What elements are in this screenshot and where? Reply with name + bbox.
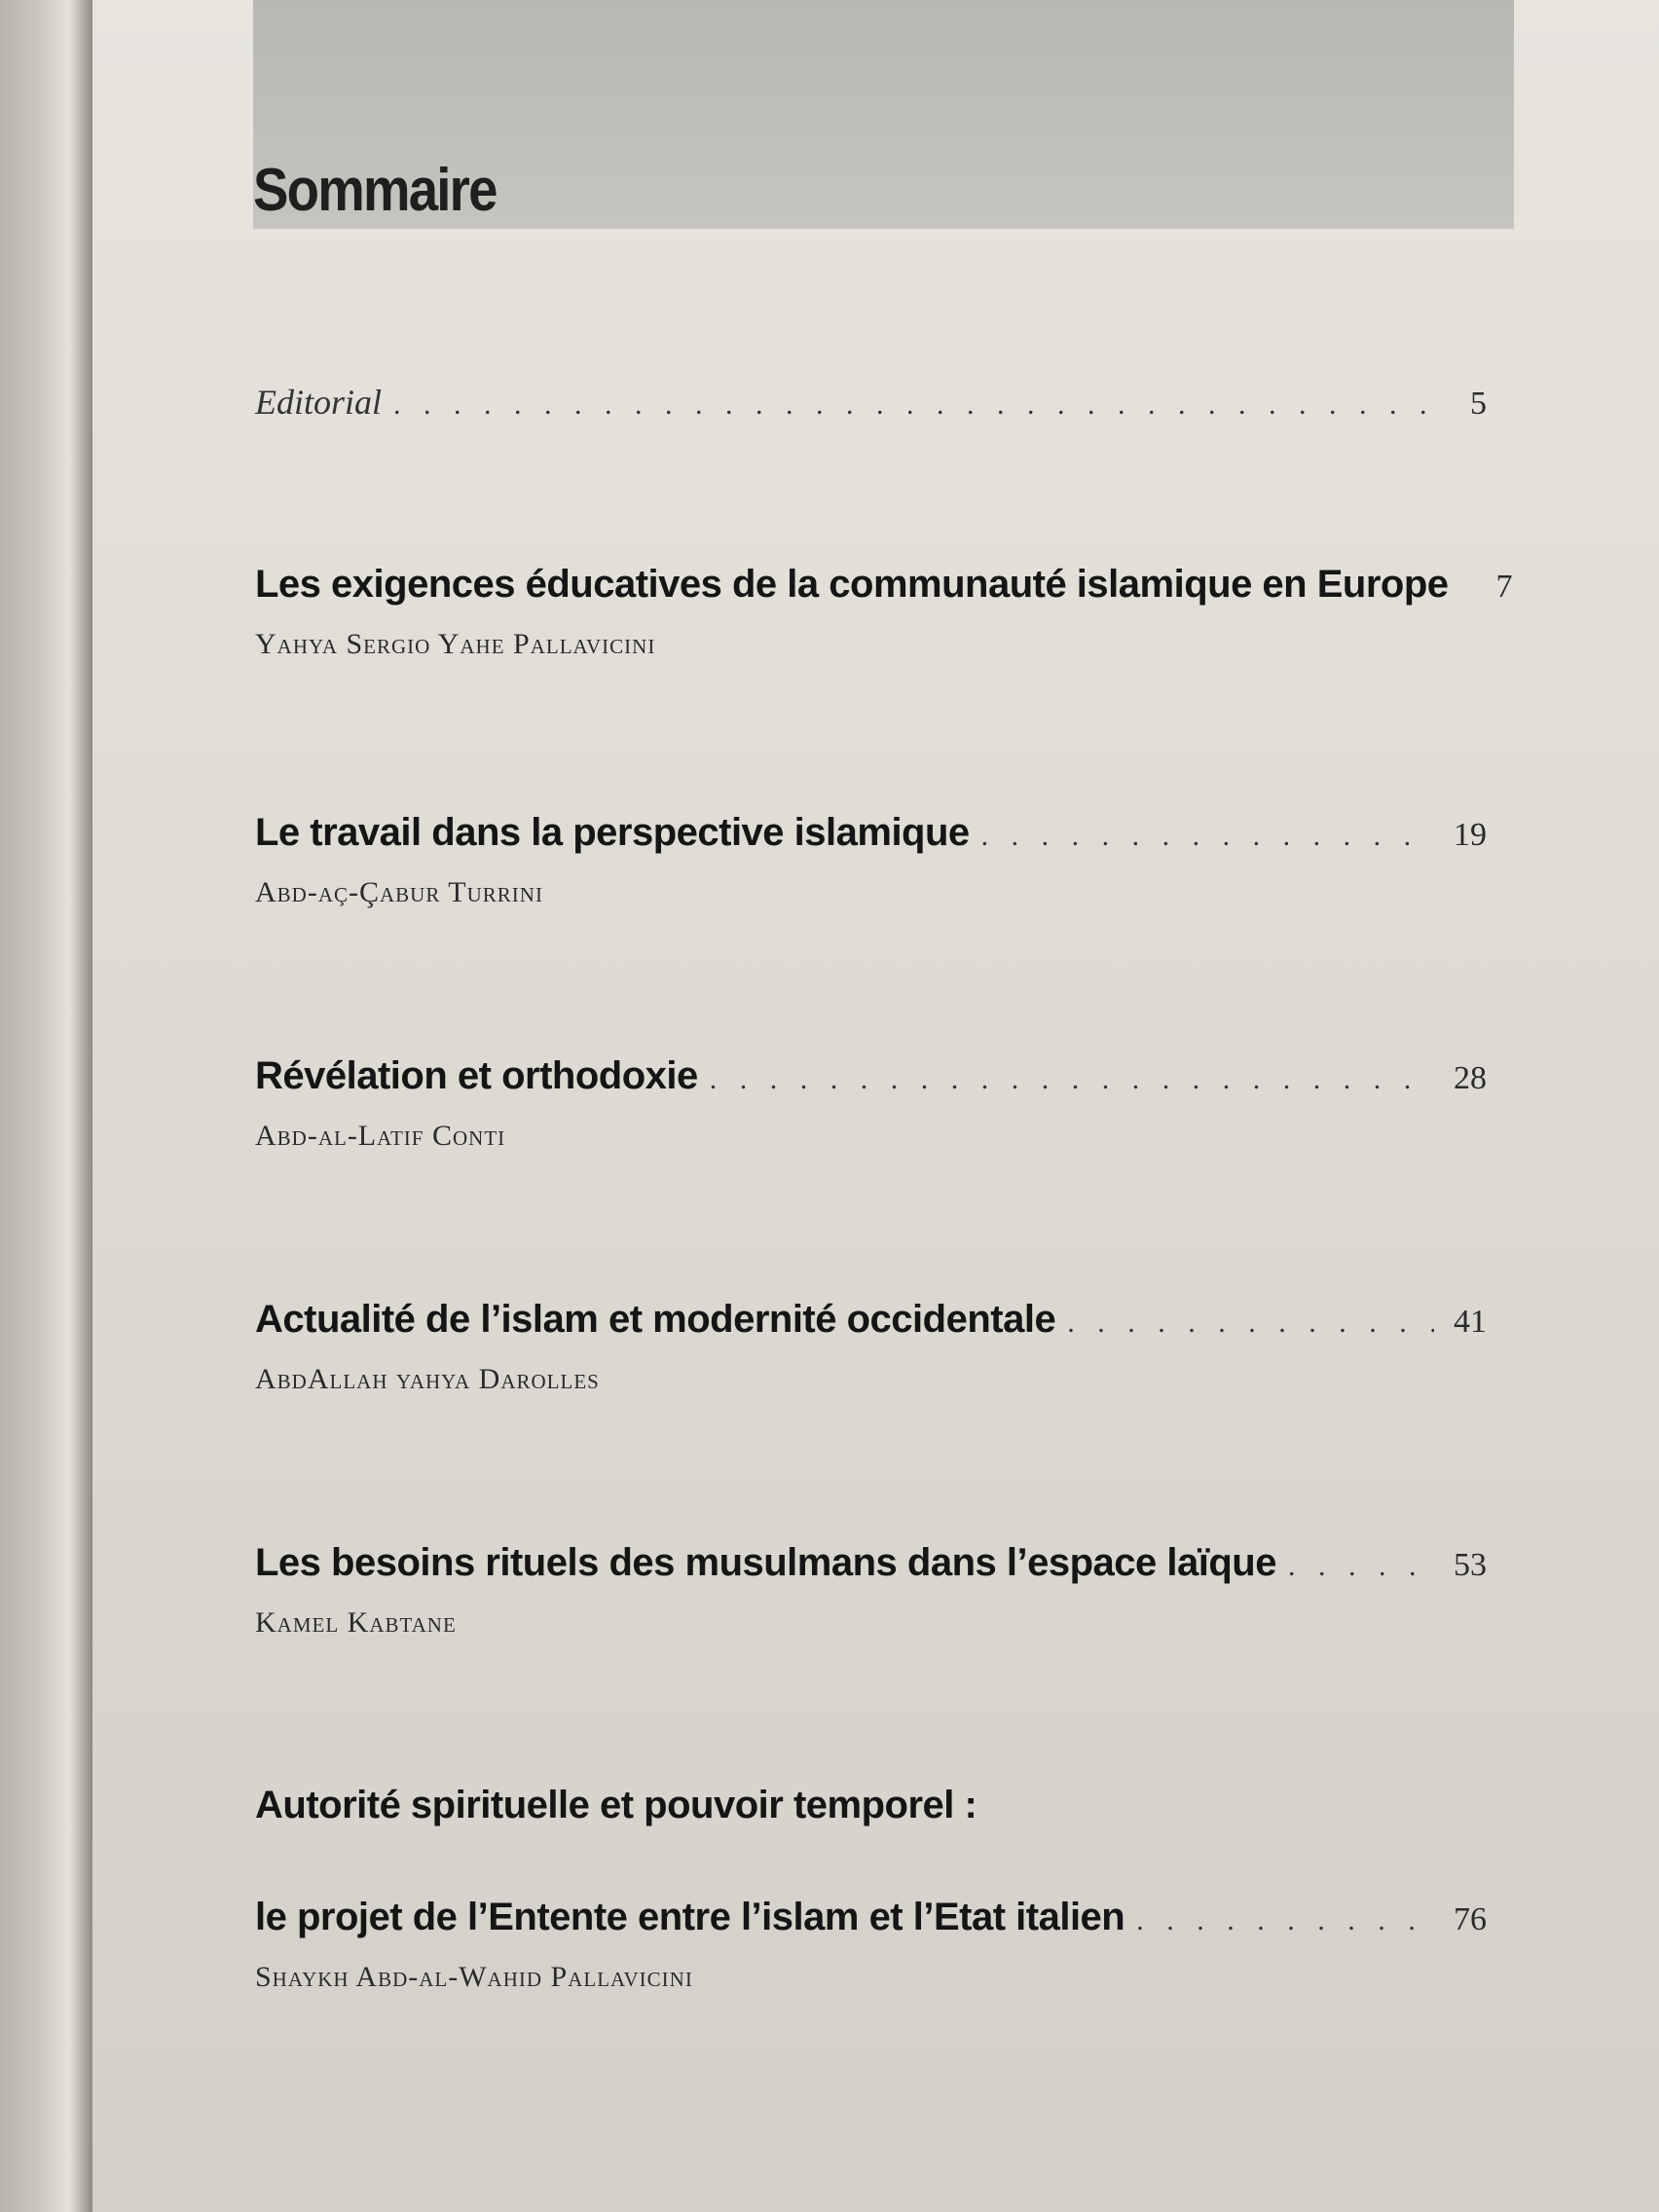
toc-title: Les besoins rituels des musulmans dans l’espace laïque [255,1541,1276,1584]
toc-title: Actualité de l’islam et modernité occidentale [255,1298,1056,1341]
toc-author: Abd-aç-Çabur Turrini [255,876,543,908]
dot-leader [1067,1307,1434,1340]
toc-title: Le travail dans la perspective islamique [255,811,970,854]
dot-leader [1288,1550,1434,1583]
toc-author: Kamel Kabtane [255,1606,457,1639]
toc-page-number: 76 [1454,1901,1487,1937]
dot-leader [1136,1904,1434,1937]
toc-entry [255,1298,1487,1396]
dot-leader [393,388,1434,422]
toc-page-number: 7 [1495,569,1513,605]
toc-entry-editorial [255,382,1487,423]
toc-title: Editorial [255,383,383,422]
toc-title: Les exigences éducatives de la communauté islamique en Europe [255,563,1449,606]
toc-title-line2: le projet de l’Entente entre l’islam et l’Etat italien [255,1896,1125,1938]
toc-page-number: 28 [1454,1060,1487,1096]
toc-title: Révélation et orthodoxie [255,1054,698,1097]
toc-page-number: 5 [1470,386,1487,422]
toc-page-number: 19 [1454,817,1487,853]
toc-author: Yahya Sergio Yahe Pallavicini [255,628,656,660]
toc-entry [255,1784,1487,1994]
toc-entry [255,1541,1487,1640]
toc-entry [255,1054,1487,1153]
toc-title: Autorité spirituelle et pouvoir temporel : [255,1784,977,1826]
toc-author: Abd-al-Latif Conti [255,1120,506,1152]
toc-page-number: 41 [1454,1304,1487,1340]
toc-author: Shaykh Abd-al-Wahid Pallavicini [255,1961,693,1993]
page-gutter [0,0,92,2212]
toc-page-number: 53 [1454,1547,1487,1583]
toc-entry [255,563,1513,661]
page-title: Sommaire [253,157,497,224]
dot-leader [981,820,1434,853]
dot-leader [710,1063,1434,1096]
toc-author: AbdAllah yahya Darolles [255,1363,600,1395]
toc-entry [255,811,1487,909]
